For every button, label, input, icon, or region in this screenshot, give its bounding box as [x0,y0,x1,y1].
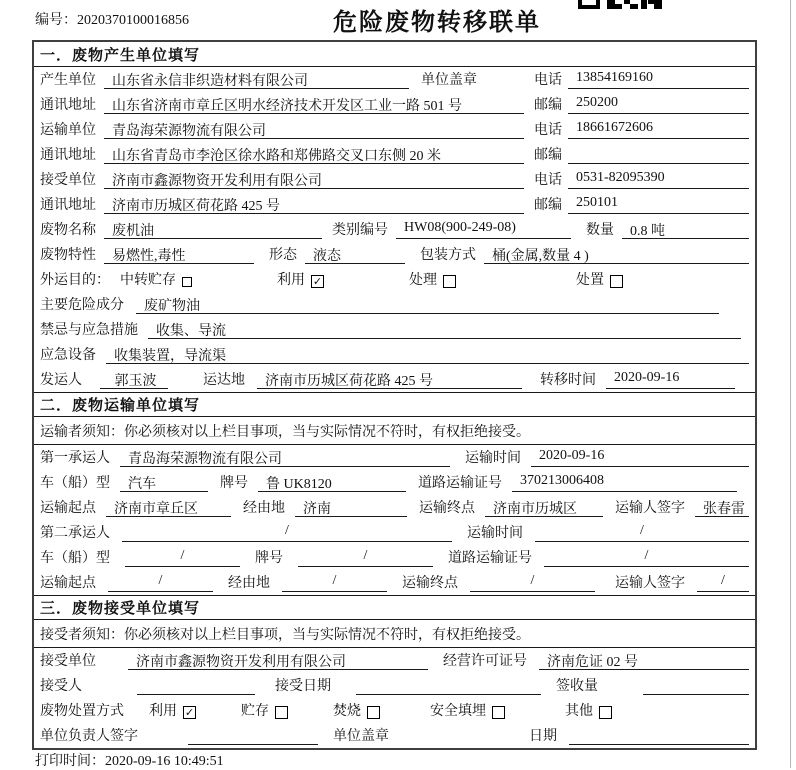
transporter-sign-label: 运输人签字 [615,576,685,591]
zip-label: 邮编 [534,98,562,113]
transporter-label: 运输单位 [40,123,96,138]
endpoint-label: 运输终点 [419,501,475,516]
checkbox-utilize: ✓ [312,275,323,288]
option-dispose-label: 处置 [576,273,604,288]
form-value: 液态 [305,245,405,264]
doc-number-label: 编号： [35,13,77,28]
manifest-table [32,40,757,750]
transporter-notice: 运输者须知：你必须核对以上栏目事项，当与实际情况不符时，有权拒绝接受。 [34,417,755,445]
section3-header: 三．废物接受单位填写 [34,595,755,620]
road-permit2-value: / [544,548,749,567]
checkbox-disposal-landfill [492,706,505,719]
receiving-unit-label: 接受单位 [40,654,96,669]
origin2-value: / [108,573,213,592]
received-qty-label: 签收量 [556,679,598,694]
form-label: 形态 [269,248,297,263]
via-label: 经由地 [228,576,270,591]
qr-code-fragment-icon [578,0,662,9]
doc-number-value: 2020370100016856 [77,13,189,28]
responsible-sign-row [34,723,755,748]
producer-phone: 13854169160 [568,70,749,89]
transport-time-value: 2020-09-16 [531,448,749,467]
plate-label: 牌号 [255,551,283,566]
receiver-notice: 接受者须知：你必须核对以上栏目事项，当与实际情况不符时，有权拒绝接受。 [34,620,755,648]
route1-row [34,495,755,520]
producer-address-row [34,92,755,117]
receiver-person-value [137,676,255,695]
vehicle-type-label: 车（船）型 [40,551,110,566]
section1-header: 一．废物产生单位填写 [34,42,755,67]
phone-label: 电话 [534,173,562,188]
option-treat-label: 处理 [409,273,437,288]
transport-time2-value: / [535,523,749,542]
option-other-label: 其他 [565,704,593,719]
checkbox-disposal-store [275,706,288,719]
print-time-value: 2020-09-16 10:49:51 [105,754,224,769]
emergency-equipment-label: 应急设备 [40,348,96,363]
endpoint2-value: / [470,573,595,592]
transporter-zip [568,145,749,164]
transfer-time-value: 2020-09-16 [606,370,735,389]
emergency-measures-row [34,317,755,342]
receive-date-value [356,676,541,695]
responsible-sign-value [188,726,318,745]
checkbox-disposal-utilize: ✓ [184,706,195,719]
phone-label: 电话 [534,73,562,88]
hazard-component-label: 主要危险成分 [40,298,124,313]
second-carrier-value: / [122,523,452,542]
characteristics-value: 易燃性,毒性 [104,245,254,264]
option-utilize-label: 利用 [277,273,305,288]
producer-row [34,67,755,92]
receiver-address: 济南市历城区荷花路 425 号 [104,195,524,214]
transporter-phone: 18661672606 [568,120,749,139]
transporter-address-row [34,142,755,167]
destination-value: 济南市历城区荷花路 425 号 [257,370,522,389]
transporter-sign2-value: / [697,573,749,592]
waste-name-value: 废机油 [104,220,322,239]
purpose-label: 外运目的： [40,273,110,288]
vehicle2-row [34,545,755,570]
license-label: 经营许可证号 [443,654,527,669]
receiving-unit-row [34,648,755,673]
option-incinerate-label: 焚烧 [333,704,361,719]
receiving-unit-value: 济南市鑫源物资开发利用有限公司 [128,651,428,670]
category-code-label: 类别编号 [332,223,388,238]
print-time-label: 打印时间： [35,754,105,769]
emergency-measures-label: 禁忌与应急措施 [40,323,138,338]
option-landfill-label: 安全填埋 [430,704,486,719]
via-label: 经由地 [243,501,285,516]
shipper-row [34,367,755,392]
doc-number [35,9,189,29]
second-carrier-row [34,520,755,545]
received-qty-value [643,676,749,695]
option-store-label: 贮存 [241,704,269,719]
vehicle-type-label: 车（船）型 [40,476,110,491]
emergency-equipment-row [34,342,755,367]
shipper-label: 发运人 [40,373,82,388]
second-carrier-label: 第二承运人 [40,526,110,541]
hazard-component-row [34,292,755,317]
checkbox-treat [443,275,456,288]
plate-value: 鲁 UK8120 [258,473,406,492]
destination-label: 运达地 [203,373,245,388]
waste-name-label: 废物名称 [40,223,96,238]
producer-zip: 250200 [568,95,749,114]
disposal-method-row [34,698,755,723]
via2-value: / [282,573,387,592]
receive-date-label: 接受日期 [275,679,331,694]
receiver-zip: 250101 [568,195,749,214]
road-permit-label: 道路运输证号 [418,476,502,491]
unit-seal-label: 单位盖章 [333,729,389,744]
vehicle-type2-value: / [125,548,240,567]
first-carrier-row [34,445,755,470]
phone-label: 电话 [534,123,562,138]
characteristics-label: 废物特性 [40,248,96,263]
quantity-label: 数量 [586,223,614,238]
checkbox-disposal-other [599,706,612,719]
date-label: 日期 [529,729,557,744]
disposal-method-label: 废物处置方式 [40,704,124,719]
receiver-phone: 0531-82095390 [568,170,749,189]
responsible-sign-label: 单位负责人签字 [40,729,138,744]
route2-row [34,570,755,595]
address-label: 通讯地址 [40,198,96,213]
transporter-sign-label: 运输人签字 [615,501,685,516]
checkbox-transfer-storage [182,277,192,287]
endpoint-label: 运输终点 [402,576,458,591]
transfer-time-label: 转移时间 [540,373,596,388]
transporter-address: 山东省青岛市李沧区徐水路和郑佛路交叉口东侧 20 米 [104,145,524,164]
quantity-value: 0.8 吨 [622,220,749,239]
endpoint-value: 济南市历城区 [485,498,603,517]
producer-label: 产生单位 [40,73,96,88]
checkbox-disposal-incinerate [367,706,380,719]
vehicle1-row [34,470,755,495]
origin-label: 运输起点 [40,576,96,591]
origin-label: 运输起点 [40,501,96,516]
zip-label: 邮编 [534,198,562,213]
category-code-value: HW08(900-249-08) [396,220,571,239]
date-value [569,726,749,745]
scan-page-edge [790,0,791,768]
print-time [35,750,224,770]
option-transfer-storage-label: 中转贮存 [120,273,176,288]
waste-characteristics-row [34,242,755,267]
zip-label: 邮编 [534,148,562,163]
transporter-row [34,117,755,142]
section2-header: 二．废物运输单位填写 [34,392,755,417]
plate2-value: / [298,548,433,567]
shipper-value: 郭玉波 [100,370,168,389]
emergency-measures-value: 收集、导流 [148,320,741,339]
address-label: 通讯地址 [40,98,96,113]
page-title: 危险废物转移联单 [333,10,541,36]
option-utilize-label: 利用 [149,704,177,719]
transport-time-label: 运输时间 [465,451,521,466]
waste-name-row [34,217,755,242]
vehicle-type-value: 汽车 [120,473,208,492]
receiver-value: 济南市鑫源物资开发利用有限公司 [104,170,524,189]
receiver-row [34,167,755,192]
receiver-person-row [34,673,755,698]
first-carrier-value: 青岛海荣源物流有限公司 [120,448,450,467]
receiver-label: 接受单位 [40,173,96,188]
packaging-label: 包装方式 [420,248,476,263]
packaging-value: 桶(金属,数量 4 ) [484,245,749,264]
road-permit-label: 道路运输证号 [448,551,532,566]
producer-value: 山东省永信非织造材料有限公司 [104,70,409,89]
license-value: 济南危证 02 号 [539,651,749,670]
origin-value: 济南市章丘区 [106,498,231,517]
receiver-person-label: 接受人 [40,679,82,694]
plate-label: 牌号 [220,476,248,491]
hazard-component-value: 废矿物油 [136,295,719,314]
checkbox-dispose [610,275,623,288]
receiver-address-row [34,192,755,217]
first-carrier-label: 第一承运人 [40,451,110,466]
road-permit-value: 370213006408 [512,473,737,492]
producer-address: 山东省济南市章丘区明水经济技术开发区工业一路 501 号 [104,95,524,114]
transporter-sign-value: 张春雷 [695,498,749,517]
via-value: 济南 [295,498,407,517]
unit-seal-label: 单位盖章 [421,73,477,88]
transport-purpose-row [34,267,755,292]
address-label: 通讯地址 [40,148,96,163]
transporter-value: 青岛海荣源物流有限公司 [104,120,524,139]
emergency-equipment-value: 收集装置，导流渠 [106,345,749,364]
transport-time-label: 运输时间 [467,526,523,541]
